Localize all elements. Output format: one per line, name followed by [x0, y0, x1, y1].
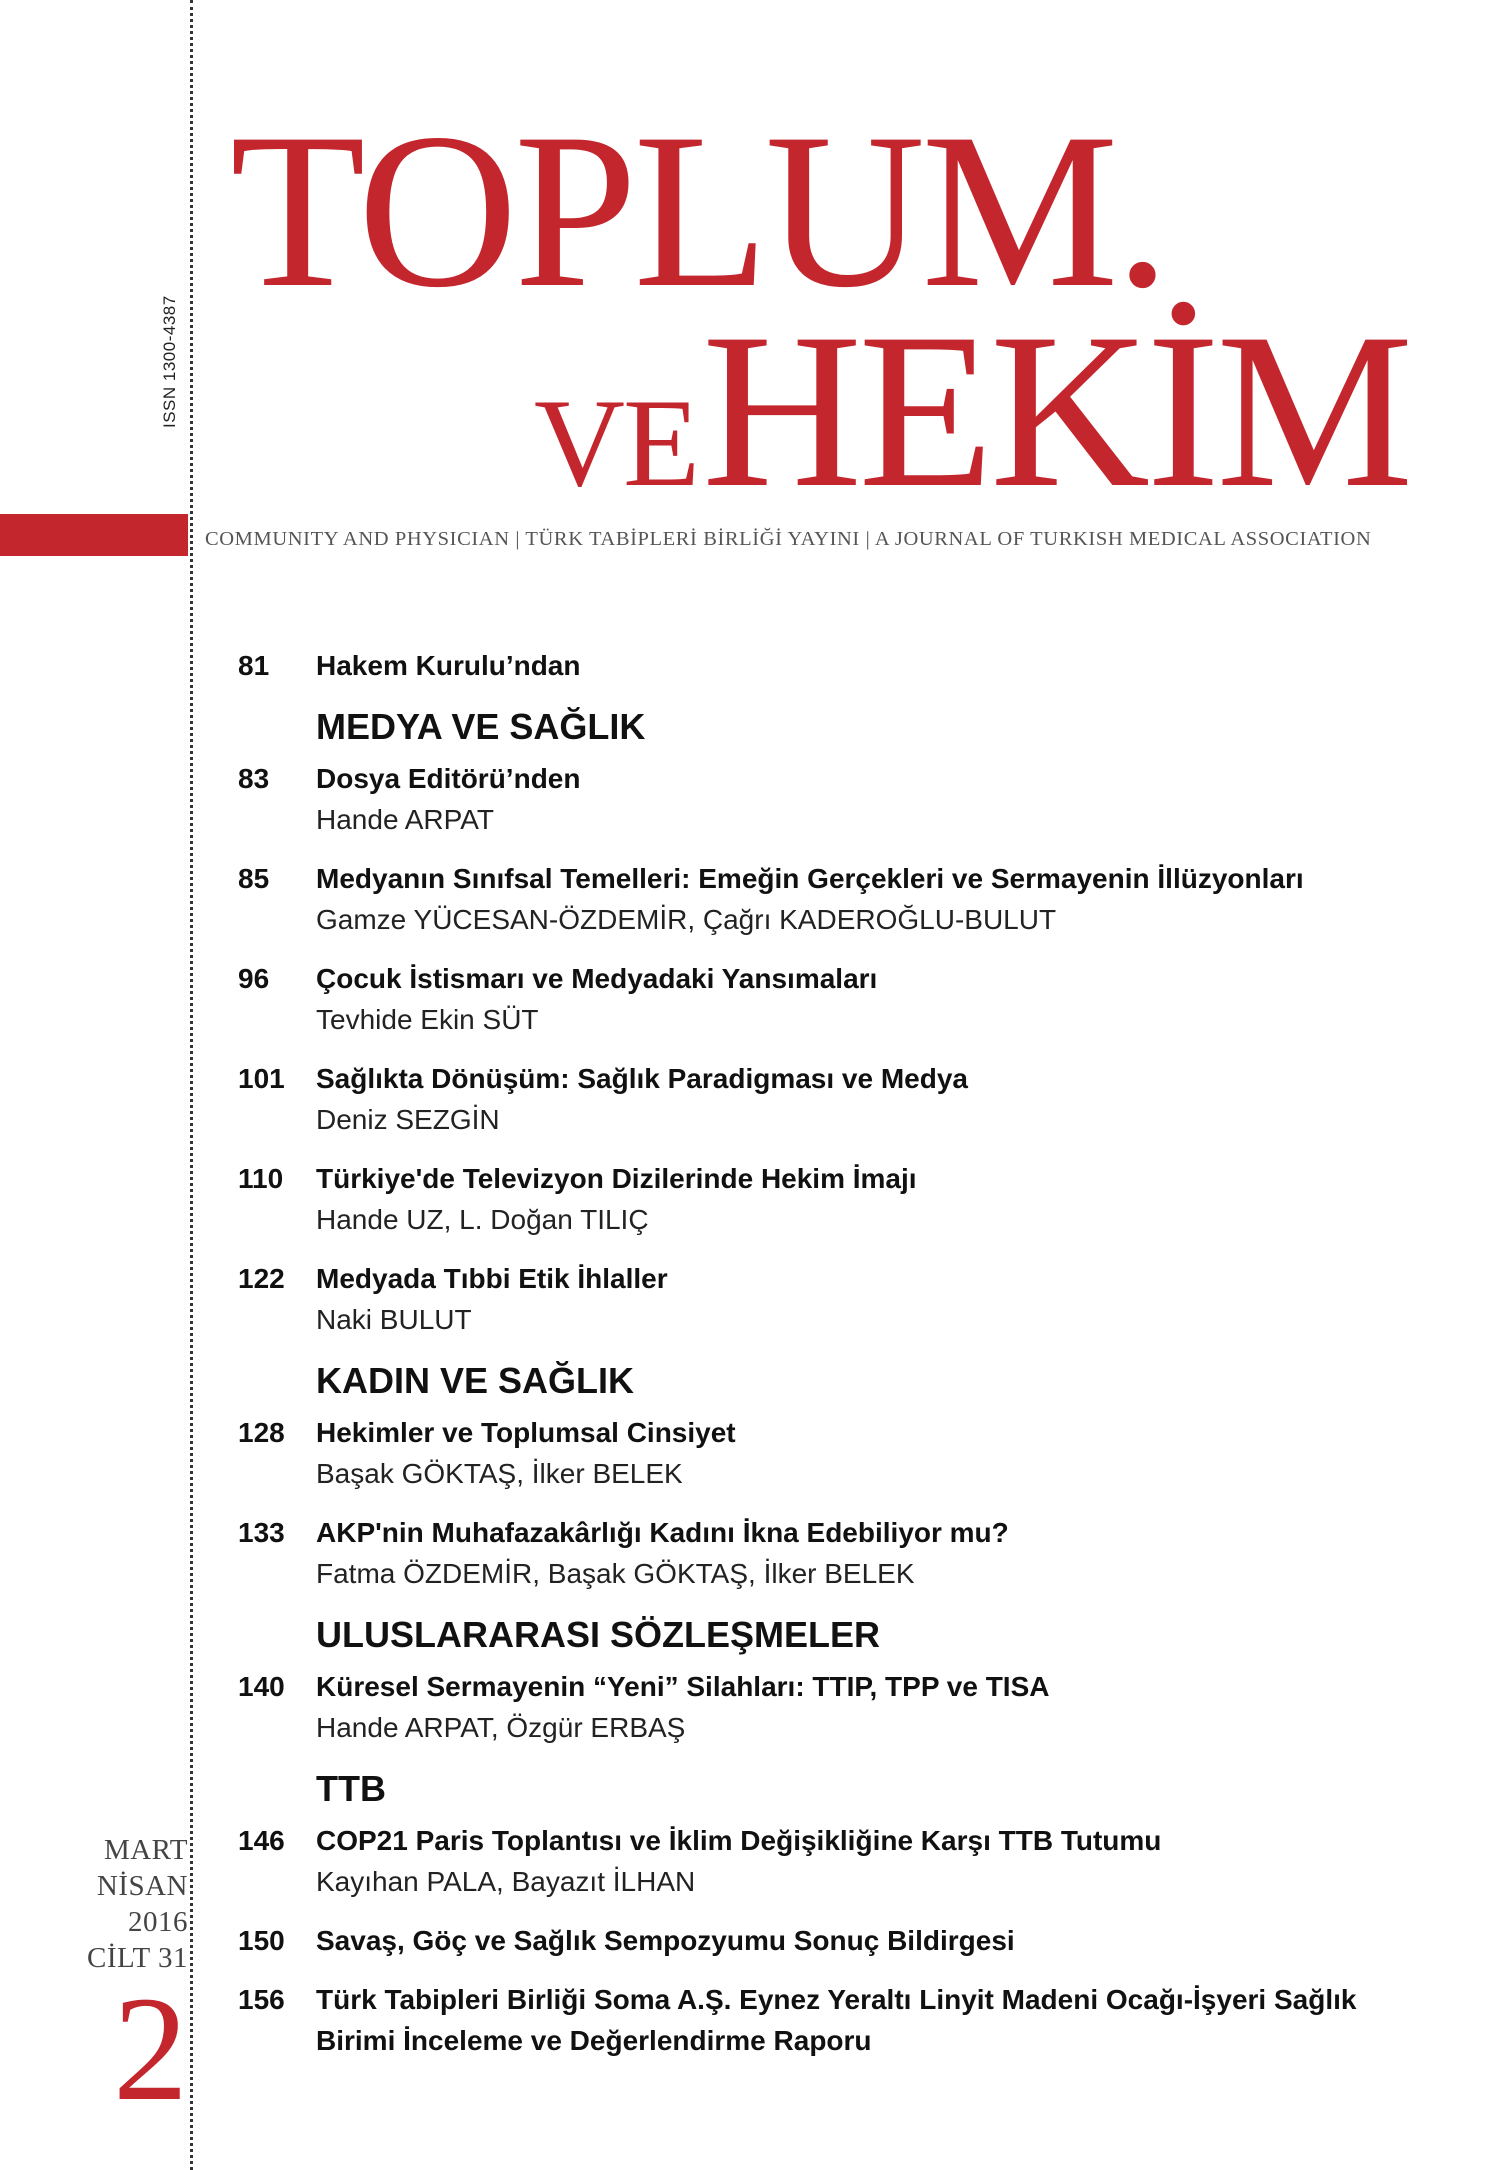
toc-sections [238, 704, 1438, 2061]
toc-page-number: 83 [238, 763, 270, 794]
toc-entry [238, 1258, 1438, 1340]
toc-entry-authors: Gamze YÜCESAN-ÖZDEMİR, Çağrı KADEROĞLU-BULUT [316, 904, 1057, 935]
toc-page-number: 85 [238, 863, 270, 894]
toc-entry [238, 1979, 1438, 2061]
issue-volume: CİLT 31 [87, 1942, 188, 1974]
toc-entry-authors: Başak GÖKTAŞ, İlker BELEK [316, 1458, 683, 1489]
toc-entry-title: AKP'nin Muhafazakârlığı Kadını İkna Edebiliyor mu? [316, 1517, 1009, 1548]
spine-dotted-line [190, 0, 193, 2170]
toc-entry-authors: Kayıhan PALA, Bayazıt İLHAN [316, 1866, 696, 1897]
toc-entry [238, 1158, 1438, 1240]
toc-section-heading: ULUSLARARASI SÖZLEŞMELER [316, 1614, 881, 1655]
toc-entry-title: Çocuk İstismarı ve Medyadaki Yansımaları [316, 963, 878, 994]
toc-entry [238, 1666, 1438, 1748]
toc-entry [238, 858, 1438, 940]
toc-entry-title: Dosya Editörü’nden [316, 763, 581, 794]
toc-entry-title: Türkiye'de Televizyon Dizilerinde Hekim İmajı [316, 1163, 917, 1194]
toc-page-number: 128 [238, 1417, 285, 1448]
issn-label: ISSN 1300-4387 [160, 295, 179, 428]
toc-page-number: 150 [238, 1925, 285, 1956]
toc-page-number: 146 [238, 1825, 285, 1856]
toc-page-number: 156 [238, 1984, 285, 2015]
toc-entry [238, 1820, 1438, 1902]
toc-entry-title: Küresel Sermayenin “Yeni” Silahları: TTIP, TPP ve TISA [316, 1671, 1050, 1702]
issue-info [87, 1832, 188, 2132]
toc-section-heading: KADIN VE SAĞLIK [316, 1360, 635, 1401]
toc-entry-title: Türk Tabipleri Birliği Soma A.Ş. Eynez Yeraltı Linyit Madeni Ocağı-İşyeri Sağlık Birimi İnceleme ve Değerlendirme Raporu [316, 1984, 1357, 2056]
issue-month-2: NİSAN [96, 1870, 188, 1902]
toc-section-heading: MEDYA VE SAĞLIK [316, 706, 646, 747]
toc-entry-authors: Hande UZ, L. Doğan TILIÇ [316, 1204, 649, 1235]
table-of-contents [238, 645, 1438, 2079]
issue-number: 2 [113, 1966, 188, 2132]
toc-entry [238, 1512, 1438, 1594]
toc-entry-title: Sağlıkta Dönüşüm: Sağlık Paradigması ve Medya [316, 1063, 968, 1094]
toc-page-number: 140 [238, 1671, 285, 1702]
toc-entry-title: Hakem Kurulu’ndan [316, 650, 581, 681]
masthead-subtitle: COMMUNITY AND PHYSICIAN | TÜRK TABİPLERİ BİRLİĞİ YAYINI | A JOURNAL OF TURKISH MEDICAL ASSOCIATION [205, 528, 1372, 550]
toc-page-number: 81 [238, 650, 270, 681]
masthead-hekim: HEKİM [701, 288, 1410, 534]
masthead-ve: VE [534, 374, 698, 513]
toc-entry-title: Savaş, Göç ve Sağlık Sempozyumu Sonuç Bildirgesi [316, 1925, 1015, 1956]
toc-entry-authors: Hande ARPAT [316, 804, 494, 835]
issue-year: 2016 [128, 1906, 188, 1938]
red-accent-bar [0, 514, 188, 556]
toc-page-number: 122 [238, 1263, 285, 1294]
toc-entry-authors: Tevhide Ekin SÜT [316, 1004, 539, 1035]
toc-entry-intro [238, 645, 1438, 686]
toc-entry [238, 758, 1438, 840]
toc-entry-authors: Naki BULUT [316, 1304, 472, 1335]
issue-month-1: MART [103, 1834, 188, 1866]
masthead-ve-hekim [534, 288, 1410, 534]
toc-entry-authors: Hande ARPAT, Özgür ERBAŞ [316, 1712, 686, 1743]
toc-entry-authors: Deniz SEZGİN [316, 1104, 500, 1135]
toc-entry [238, 1920, 1438, 1961]
toc-entry [238, 1058, 1438, 1140]
toc-page-number: 133 [238, 1517, 285, 1548]
toc-section-heading: TTB [316, 1768, 386, 1809]
toc-page-number: 96 [238, 963, 270, 994]
toc-entry-title: COP21 Paris Toplantısı ve İklim Değişikliğine Karşı TTB Tutumu [316, 1825, 1162, 1856]
masthead-toplum: TOPLUM. [230, 88, 1167, 334]
toc-page-number: 101 [238, 1063, 285, 1094]
toc-entry-title: Medyada Tıbbi Etik İhlaller [316, 1263, 668, 1294]
toc-entry [238, 958, 1438, 1040]
toc-entry-authors: Fatma ÖZDEMİR, Başak GÖKTAŞ, İlker BELEK [316, 1558, 915, 1589]
toc-page-number: 110 [238, 1163, 284, 1194]
toc-entry-title: Hekimler ve Toplumsal Cinsiyet [316, 1417, 736, 1448]
toc-entry [238, 1412, 1438, 1494]
toc-entry-title: Medyanın Sınıfsal Temelleri: Emeğin Gerçekleri ve Sermayenin İllüzyonları [316, 863, 1304, 894]
